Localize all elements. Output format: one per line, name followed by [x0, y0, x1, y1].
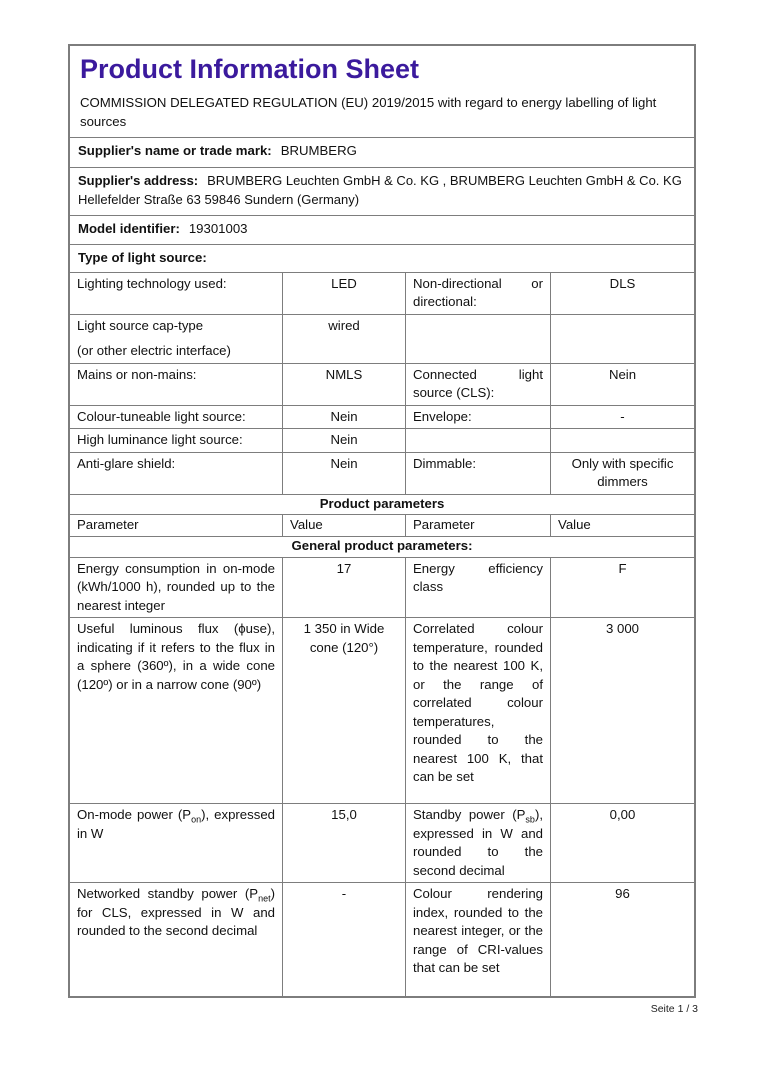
type-of-light-source-heading: Type of light source:	[70, 244, 694, 272]
column-header: Value	[550, 515, 694, 536]
param-value: DLS	[550, 273, 694, 314]
page-number: Seite 1 / 3	[650, 1003, 698, 1015]
param-value	[550, 315, 694, 363]
param-label: Energy consumption in on-mode (kWh/1000 h), rounded up to the nearest integer	[77, 560, 275, 613]
param-value: Nein	[282, 406, 405, 429]
param-label: Colour-tuneable light source:	[77, 408, 246, 424]
param-value: 3 000	[550, 618, 694, 803]
param-label: Non-directional or directional:	[405, 273, 550, 314]
param-value: 17	[282, 558, 405, 618]
supplier-name-value: BRUMBERG	[280, 143, 357, 158]
product-information-sheet	[68, 44, 696, 998]
param-label: Lighting technology used:	[77, 275, 227, 291]
param-value: Nein	[282, 429, 405, 452]
row-high-luminance	[70, 428, 694, 452]
param-value: -	[550, 406, 694, 429]
column-header: Value	[282, 515, 405, 536]
row-colour-tuneable	[70, 405, 694, 429]
regulation-text: COMMISSION DELEGATED REGULATION (EU) 2019/2015 with regard to energy labelling of light sources	[80, 95, 657, 129]
param-label: Anti-glare shield:	[77, 455, 176, 471]
param-label: Light source cap-type (or other electric interface)	[77, 317, 231, 358]
param-value: -	[282, 883, 405, 996]
param-label: Useful luminous flux (ϕuse), indicating if it refers to the flux in a sphere (360º), in a wide cone (120º) or in a narrow cone (90º)	[77, 621, 275, 692]
column-header-row	[70, 514, 694, 536]
param-label: Correlated colour temperature, rounded to the nearest 100 K, or the range of correlated colour temperatures, rounded to the nearest 100 K, that can be set	[405, 618, 550, 803]
row-mains	[70, 363, 694, 405]
param-value: NMLS	[282, 364, 405, 405]
model-identifier-label: Model identifier:	[78, 221, 180, 236]
param-label: On-mode power $(P_{on})$, expressed in W	[77, 807, 275, 841]
param-label	[405, 429, 550, 452]
param-value: 1 350 in Wide cone (120°)	[282, 618, 405, 803]
supplier-name-row	[70, 137, 694, 167]
column-header: Parameter	[77, 516, 139, 532]
param-label: Connected light source (CLS):	[405, 364, 550, 405]
param-label: Standby power $(P_{sb})$, expressed in W and rounded to the second decimal	[405, 804, 550, 882]
model-identifier-row	[70, 215, 694, 244]
param-label: Energy efficiency class	[405, 558, 550, 618]
param-value: Nein	[550, 364, 694, 405]
param-value: wired	[282, 315, 405, 363]
title-block	[70, 46, 694, 137]
param-label: Networked standby power $(P_{net})$ for CLS, expressed in W and rounded to the second decimal	[77, 886, 275, 938]
param-value: 15,0	[282, 804, 405, 882]
param-label: Envelope:	[405, 406, 550, 429]
product-parameters-heading: Product parameters	[70, 494, 694, 514]
param-label: Mains or non-mains:	[77, 366, 197, 382]
param-value	[550, 429, 694, 452]
param-label: High luminance light source:	[77, 432, 243, 447]
supplier-address-label: Supplier's address:	[78, 173, 199, 188]
general-product-parameters-heading: General product parameters:	[70, 536, 694, 557]
row-useful-luminous-flux	[70, 617, 694, 803]
column-header: Parameter	[405, 515, 550, 536]
param-label	[405, 315, 550, 363]
param-value: LED	[282, 273, 405, 314]
row-energy-consumption	[70, 557, 694, 618]
row-cap-type	[70, 314, 694, 363]
row-on-mode-power	[70, 803, 694, 882]
param-value: F	[550, 558, 694, 618]
model-identifier-value: 19301003	[188, 221, 248, 236]
param-value: Nein	[282, 453, 405, 494]
param-label: Dimmable:	[405, 453, 550, 494]
supplier-name-label: Supplier's name or trade mark:	[78, 143, 272, 158]
page-title: Product Information Sheet	[80, 54, 420, 84]
param-value: 96	[550, 883, 694, 996]
supplier-address-value: BRUMBERG Leuchten GmbH & Co. KG , BRUMBERG Leuchten GmbH & Co. KG Hellefelder Straße 63 59846 Sundern (Germany)	[78, 173, 682, 207]
param-value: Only with specific dimmers	[550, 453, 694, 494]
param-value: 0,00	[550, 804, 694, 882]
param-label: Colour rendering index, rounded to the nearest integer, or the range of CRI-values that can be set	[405, 883, 550, 996]
row-lighting-technology	[70, 272, 694, 314]
supplier-address-row	[70, 167, 694, 215]
row-networked-standby-power	[70, 882, 694, 996]
row-anti-glare	[70, 452, 694, 494]
